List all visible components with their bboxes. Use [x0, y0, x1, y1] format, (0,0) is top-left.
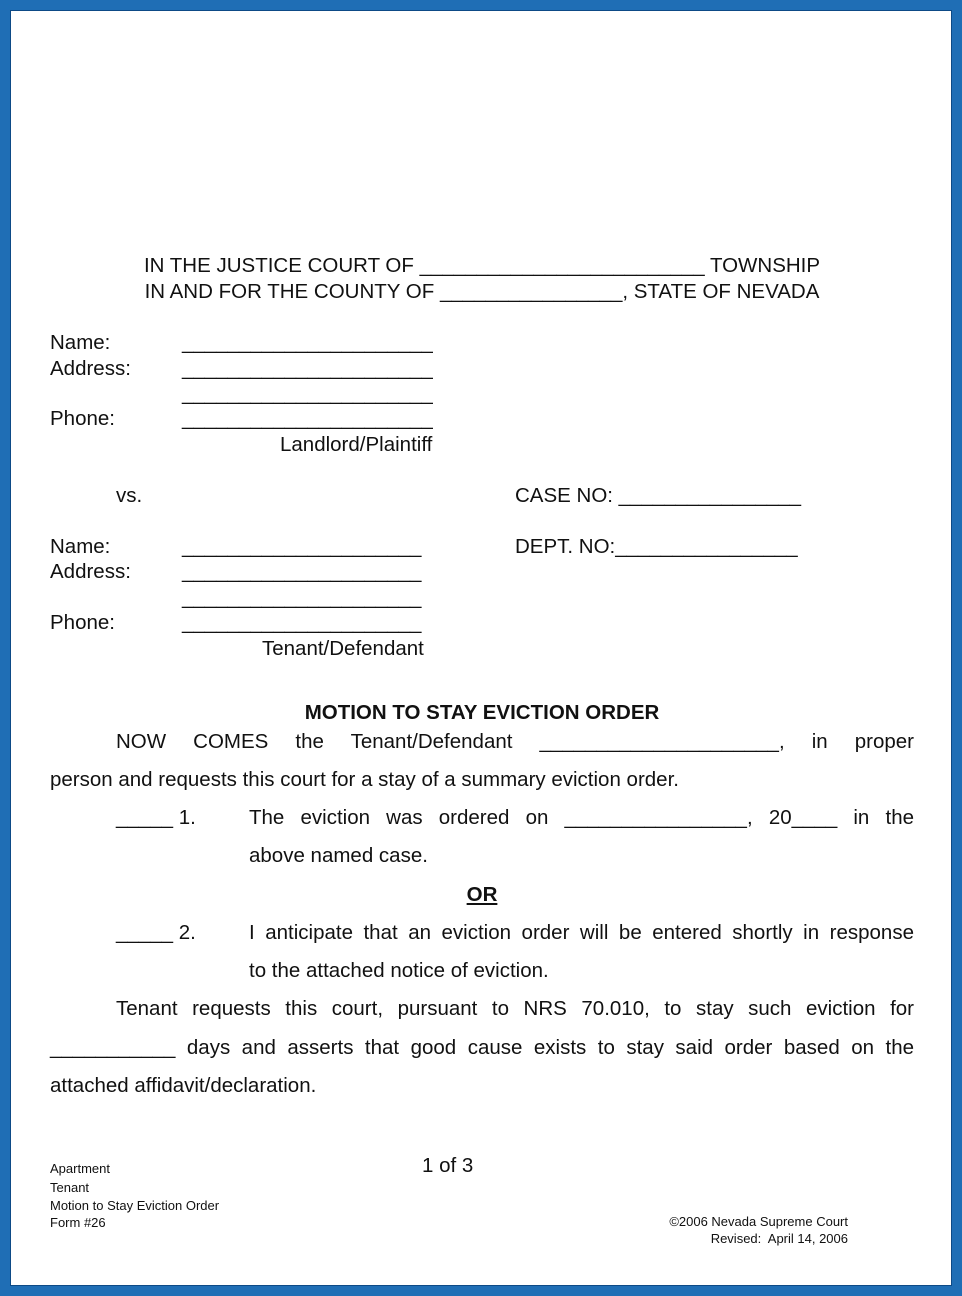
document-page [10, 10, 952, 1286]
item-1-checkbox[interactable]: _____ 1. [116, 806, 196, 829]
footer-revised: Revised: April 14, 2006 [710, 1231, 848, 1246]
dept-number[interactable]: DEPT. NO:________________ [515, 535, 798, 558]
item-1-line-2: above named case. [249, 844, 428, 867]
defendant-address-blank-2[interactable]: _____________________ [182, 586, 422, 609]
footer-form-title: Motion to Stay Eviction Order [50, 1198, 220, 1213]
versus: vs. [116, 484, 143, 507]
defendant-phone-blank[interactable]: _____________________ [182, 611, 422, 634]
defendant-role: Tenant/Defendant [262, 637, 424, 660]
court-line: IN THE JUSTICE COURT OF _________________________ TOWNSHIP [143, 254, 821, 277]
request-line-2: ___________ days and asserts that good cause exists to stay said order based on the [50, 1036, 914, 1059]
motion-title: MOTION TO STAY EVICTION ORDER [304, 701, 660, 724]
plaintiff-name-label: Name: [50, 331, 111, 354]
defendant-phone-label: Phone: [50, 611, 115, 634]
plaintiff-role: Landlord/Plaintiff [280, 433, 433, 456]
plaintiff-name-blank[interactable]: ______________________ [182, 331, 433, 354]
item-2-checkbox[interactable]: _____ 2. [116, 921, 196, 944]
defendant-address-label: Address: [50, 560, 131, 583]
plaintiff-phone-blank[interactable]: ______________________ [182, 407, 433, 430]
defendant-name-blank[interactable]: _____________________ [182, 535, 422, 558]
footer-copyright: ©2006 Nevada Supreme Court [669, 1214, 848, 1229]
footer-category: Apartment [50, 1161, 110, 1176]
plaintiff-address-label: Address: [50, 357, 131, 380]
item-1-line-1: The eviction was ordered on ________________, 20____ in the [249, 806, 914, 829]
motion-intro-line-2: person and requests this court for a stay of a summary eviction order. [50, 768, 679, 791]
or-divider: OR [466, 883, 498, 906]
plaintiff-address-blank-2[interactable]: ______________________ [182, 382, 433, 405]
request-line-3: attached affidavit/declaration. [50, 1074, 317, 1097]
plaintiff-phone-label: Phone: [50, 407, 115, 430]
item-2-line-1: I anticipate that an eviction order will be entered shortly in response [249, 921, 914, 944]
county-line: IN AND FOR THE COUNTY OF ________________, STATE OF NEVADA [144, 280, 820, 303]
footer-form-number: Form #26 [50, 1215, 106, 1230]
request-line-1: Tenant requests this court, pursuant to NRS 70.010, to stay such eviction for [116, 997, 914, 1020]
motion-intro-line-1: NOW COMES the Tenant/Defendant _____________________, in proper [116, 730, 914, 753]
plaintiff-address-blank[interactable]: ______________________ [182, 357, 433, 380]
defendant-name-label: Name: [50, 535, 111, 558]
case-number[interactable]: CASE NO: ________________ [515, 484, 802, 507]
item-2-line-2: to the attached notice of eviction. [249, 959, 549, 982]
page-number: 1 of 3 [422, 1154, 474, 1177]
defendant-address-blank[interactable]: _____________________ [182, 560, 422, 583]
footer-party: Tenant [50, 1180, 90, 1195]
